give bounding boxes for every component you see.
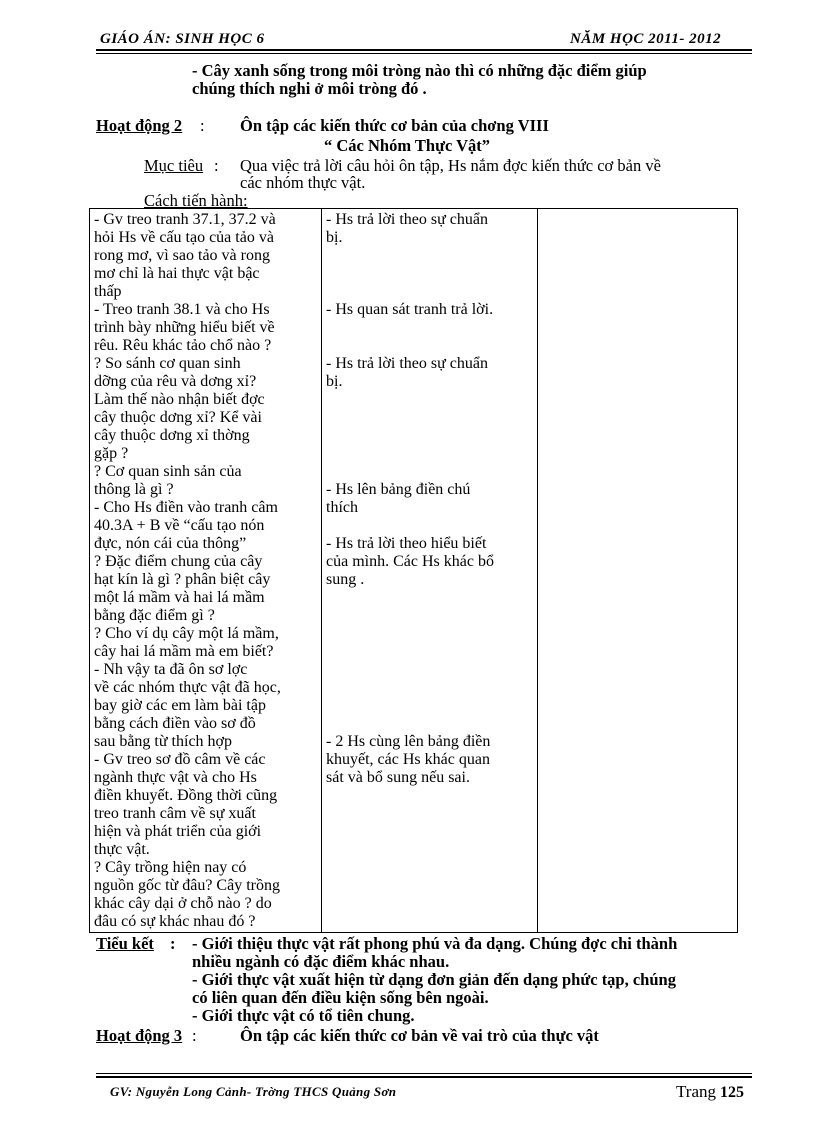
student-activity-line: sát và bổ sung nếu sai. [326,769,470,786]
teacher-activity-line: cây thuộc dơng xỉ thờng [94,427,250,444]
student-activity-line: bị. [326,373,343,390]
spacer [326,589,533,607]
student-activity-line: - Hs trả lời theo hiểu biết [326,535,487,552]
teacher-activity-line: rêu. Rêu khác tảo chổ nào ? [94,337,272,354]
spacer [326,409,533,427]
student-activity-line: của mình. Các Hs khác bổ [326,553,494,570]
spacer [326,283,533,301]
footer-rule-top [96,1073,752,1074]
student-activity-line: - Hs quan sát tranh trả lời. [326,301,494,318]
table-row [90,209,738,933]
spacer [326,643,533,661]
teacher-activity-line: về các nhóm thực vật đã học, [94,679,281,696]
teacher-activity-line: ? So sánh cơ quan sinh [94,355,241,372]
procedure-label: Cách tiến hành: [144,191,248,210]
teacher-activity-line: Làm thế nào nhận biết đợc [94,391,265,408]
header-rule-top [96,49,752,51]
teacher-activity-line: dỡng của rêu và dơng xỉ? [94,373,257,390]
teacher-activity-line: ? Cơ quan sinh sản của [94,463,242,480]
teacher-activity-line: ? Cho ví dụ cây một lá mầm, [94,625,279,642]
teacher-activity-line: ? Cây trồng hiện nay có [94,859,247,876]
teacher-activity-line: bằng đặc điểm gì ? [94,607,215,624]
teacher-activity-line: hỏi Hs về cấu tạo của tảo và [94,229,274,246]
teacher-activity-line: - Treo tranh 38.1 và cho Hs [94,301,270,318]
teacher-activity-line: thực vật. [94,841,150,858]
student-activity-line: - Hs trả lời theo sự chuẩn [326,355,488,372]
teacher-activity-line: ngành thực vật và cho Hs [94,769,257,786]
summary-line-5: - Giới thực vật có tổ tiên chung. [192,1006,415,1025]
spacer [326,247,533,265]
teacher-activity-line: một lá mầm và hai lá mầm [94,589,265,606]
student-activity-line: sung . [326,571,365,588]
notes-cell [538,209,738,933]
summary-colon: : [170,934,176,953]
spacer [326,391,533,409]
objective-line2: các nhóm thực vật. [240,173,366,192]
student-activity-line: - Hs lên bảng điền chú [326,481,471,498]
footer-author: GV: Nguyễn Long Cảnh- Trờng THCS Quảng Sơn [110,1084,397,1099]
objective-line1: Qua việc trả lời câu hỏi ôn tập, Hs nắm đợc kiến thức cơ bản về [240,156,661,175]
spacer [326,265,533,283]
spacer [326,679,533,697]
teacher-activity-line: ? Đặc điểm chung của cây [94,553,263,570]
spacer [326,661,533,679]
teacher-activity-line: thấp [94,283,122,300]
teacher-activity-line: mơ chỉ là hai thực vật bậc [94,265,260,282]
teacher-activity-line: thông là gì ? [94,481,174,498]
objective-label: Mục tiêu [144,156,204,175]
student-activity-line: khuyết, các Hs khác quan [326,751,490,768]
footer-page-number: 125 [720,1084,744,1101]
activity-table [89,208,738,933]
teacher-activity-line: hiện và phát triển của giới [94,823,262,840]
teacher-activity-line: đực, nón cái của thông” [94,535,247,552]
teacher-activity-line: rong mơ, vì sao tảo và rong [94,247,270,264]
footer-page-word: Trang [676,1082,716,1101]
footer-rule-bottom [96,1076,752,1078]
teacher-activity-line: bằng cách điền vào sơ đồ [94,715,256,732]
teacher-activity-line: cây thuộc dơng xỉ? Kể vài [94,409,262,426]
student-activity-line: - Hs trả lời theo sự chuẩn [326,211,488,228]
spacer [326,319,533,337]
spacer [326,607,533,625]
teacher-activity-line: bay giờ các em làm bài tập [94,697,266,714]
student-activity-line: bị. [326,229,343,246]
header-rule-bottom [96,53,752,54]
spacer [326,715,533,733]
spacer [326,625,533,643]
objective-colon: : [214,156,219,175]
activity2-title-line2: “ Các Nhóm Thực Vật” [324,136,491,155]
activity3-label: Hoạt động 3 [96,1026,183,1045]
spacer [326,427,533,445]
teacher-activity-line: cây hai lá mầm mà em biết? [94,643,274,660]
teacher-activity-line: - Gv treo tranh 37.1, 37.2 và [94,211,276,228]
activity2-label: Hoạt động 2 [96,116,183,135]
student-activity-line: - 2 Hs cùng lên bảng điền [326,733,491,750]
header-left: GIÁO ÁN: SINH HỌC 6 [100,31,265,47]
intro-line-2: chúng thích nghi ở môi tròng đó . [192,79,427,98]
teacher-activity-line: - Cho Hs điền vào tranh câm [94,499,278,516]
teacher-activity-line: đâu có sự khác nhau đó ? [94,913,256,930]
summary-line-2: nhiều ngành có đặc điểm khác nhau. [192,952,450,971]
spacer [326,337,533,355]
teacher-activity-line: sau bằng từ thích hợp [94,733,232,750]
intro-line-1: - Cây xanh sống trong môi tròng nào thì có những đặc điểm giúp [192,61,647,80]
activity3-colon: : [192,1026,197,1045]
activity2-title-line1: Ôn tập các kiến thức cơ bản của chơng VIII [240,116,549,135]
student-activity-line: thích [326,499,358,516]
teacher-activity-cell [90,209,322,933]
spacer [326,697,533,715]
activity2-colon: : [200,116,205,135]
teacher-activity-line: điền khuyết. Đồng thời cũng [94,787,278,804]
teacher-activity-line: khác cây dại ở chỗ nào ? do [94,895,272,912]
teacher-activity-line: gặp ? [94,445,129,462]
teacher-activity-line: treo tranh câm về sự xuất [94,805,256,822]
teacher-activity-line: hạt kín là gì ? phân biệt cây [94,571,271,588]
summary-label: Tiểu kết [96,934,154,953]
spacer [326,445,533,463]
teacher-activity-line: - Nh vậy ta đã ôn sơ lợc [94,661,248,678]
summary-line-3: - Giới thực vật xuất hiện từ dạng đơn giản đến dạng phức tạp, chúng [192,970,676,989]
spacer [326,463,533,481]
spacer [326,517,533,535]
summary-line-1: - Giới thiệu thực vật rất phong phú và đa dạng. Chúng đợc chi thành [192,934,678,953]
student-activity-cell [322,209,538,933]
header-right: NĂM HỌC 2011- 2012 [570,31,722,47]
teacher-activity-line: 40.3A + B về “cấu tạo nón [94,517,265,534]
teacher-activity-line: - Gv treo sơ đồ câm về các [94,751,266,768]
summary-line-4: có liên quan đến điều kiện sống bên ngoài. [192,988,489,1007]
activity3-title: Ôn tập các kiến thức cơ bản về vai trò của thực vật [240,1026,599,1045]
teacher-activity-line: trình bày những hiểu biết về [94,319,275,336]
teacher-activity-line: nguồn gốc từ đâu? Cây trồng [94,877,280,894]
